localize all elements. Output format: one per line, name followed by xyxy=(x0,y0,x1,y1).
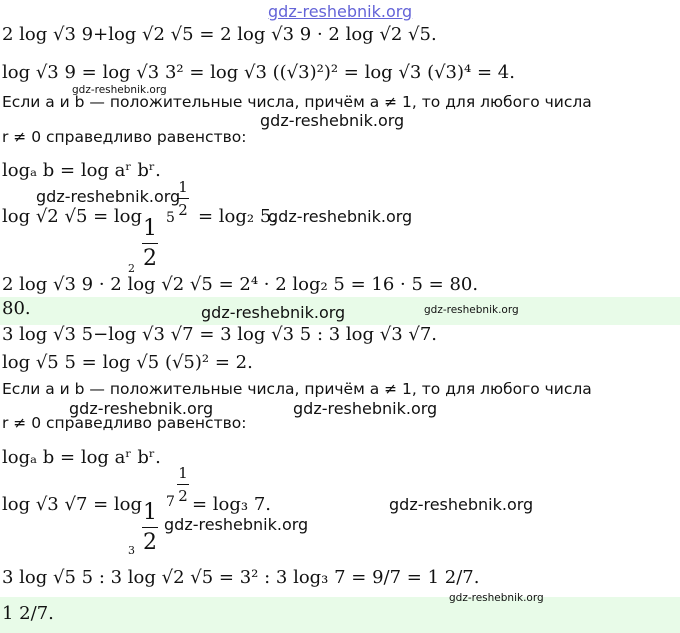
fraction-bar xyxy=(177,484,189,485)
part2-answer: 1 2/7. xyxy=(2,603,54,624)
part2-eq3-power: 7 xyxy=(166,494,175,510)
part1-eq4: 2 log √3 9 · 2 log √2 √5 = 2⁴ · 2 log₂ 5 = 16 · 5 = 80. xyxy=(2,274,479,295)
part1-eq3-power: 5 xyxy=(166,210,175,226)
part1-exponent-numerator: 1 xyxy=(178,178,188,196)
part2-rule-line1: Если a и b — положительные числа, причём a ≠ 1, то для любого числа xyxy=(2,380,592,398)
part2-eq2: log √5 5 = log √5 (√5)² = 2. xyxy=(2,352,253,373)
part1-base-numerator: 1 xyxy=(143,216,157,241)
part2-eq3-left: log √3 √7 = log xyxy=(2,494,143,515)
part1-base-fraction xyxy=(142,216,158,271)
part2-base-label: 3 xyxy=(128,544,135,557)
part2-exponent-fraction xyxy=(177,464,189,505)
part2-base-denominator: 2 xyxy=(143,530,157,555)
watermark-text: gdz-reshebnik.org xyxy=(164,515,309,534)
watermark-top-link[interactable]: gdz-reshebnik.org xyxy=(268,2,413,21)
watermark-text: gdz-reshebnik.org xyxy=(36,187,181,206)
watermark-text: gdz-reshebnik.org xyxy=(449,592,544,604)
part2-exponent-denominator: 2 xyxy=(178,487,188,505)
watermark-text: gdz-reshebnik.org xyxy=(424,304,519,316)
fraction-bar xyxy=(142,243,158,244)
part2-exponent-numerator: 1 xyxy=(178,464,188,482)
watermark-text: gdz-reshebnik.org xyxy=(389,495,534,514)
part1-rule-line2: r ≠ 0 справедливо равенство: xyxy=(2,128,247,146)
watermark-text: gdz-reshebnik.org xyxy=(293,399,438,418)
watermark-text: gdz-reshebnik.org xyxy=(260,111,405,130)
part2-eq1: 3 log √3 5−log √3 √7 = 3 log √3 5 : 3 log √3 √7. xyxy=(2,324,438,345)
part2-eq4: 3 log √5 5 : 3 log √2 √5 = 3² : 3 log₃ 7 = 9/7 = 1 2/7. xyxy=(2,567,480,588)
part1-base-denominator: 2 xyxy=(143,246,157,271)
part1-base-label: 2 xyxy=(128,262,135,275)
part1-answer: 80. xyxy=(2,298,31,319)
part1-exponent-denominator: 2 xyxy=(178,201,188,219)
part1-eq3-right: = log₂ 5. xyxy=(198,206,278,227)
watermark-text: gdz-reshebnik.org xyxy=(69,399,214,418)
watermark-text: gdz-reshebnik.org xyxy=(268,207,413,226)
watermark-text: gdz-reshebnik.org xyxy=(201,303,346,322)
part2-eq3-right: = log₃ 7. xyxy=(192,494,272,515)
part2-formula: logₐ b = log aʳ bʳ. xyxy=(2,447,161,468)
part1-rule-line1: Если a и b — положительные числа, причём a ≠ 1, то для любого числа xyxy=(2,93,592,111)
fraction-bar xyxy=(142,527,158,528)
part1-formula: logₐ b = log aʳ bʳ. xyxy=(2,160,161,181)
part1-eq2: log √3 9 = log √3 3² = log √3 ((√3)²)² = log √3 (√3)⁴ = 4. xyxy=(2,62,515,83)
part1-eq3-left: log √2 √5 = log xyxy=(2,206,143,227)
watermark-text: gdz-reshebnik.org xyxy=(72,84,167,96)
part2-rule-line2: r ≠ 0 справедливо равенство: xyxy=(2,414,247,432)
answer-band-2 xyxy=(0,597,680,633)
part2-base-numerator: 1 xyxy=(143,500,157,525)
part2-base-fraction xyxy=(142,500,158,555)
part1-eq1: 2 log √3 9+log √2 √5 = 2 log √3 9 · 2 log √2 √5. xyxy=(2,24,437,45)
